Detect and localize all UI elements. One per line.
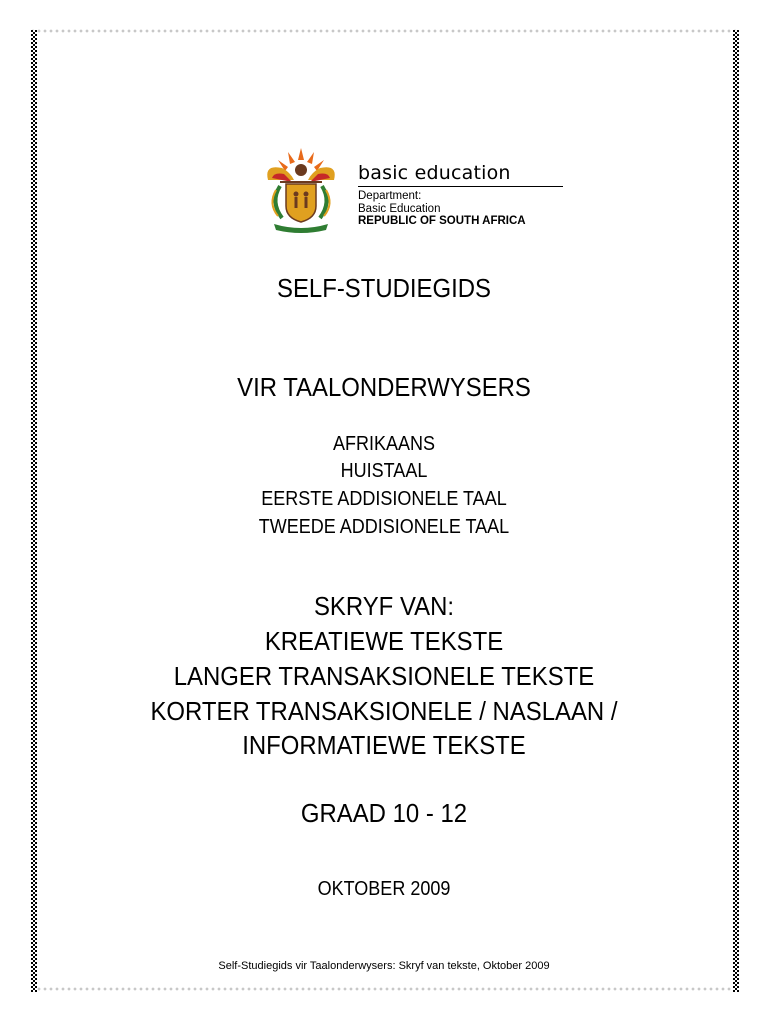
page-border-top	[30, 28, 738, 34]
department-logo	[258, 146, 563, 234]
language-line: TWEEDE ADDISIONELE TAAL	[258, 516, 510, 538]
topic-line: KORTER TRANSAKSIONELE / NASLAAN /	[150, 696, 618, 726]
page-footer: Self-Studiegids vir Taalonderwysers: Skryf van tekste, Oktober 2009	[218, 960, 550, 972]
grade-label: GRAAD 10 - 12	[300, 798, 468, 828]
logo-department-label: Department:	[358, 190, 422, 202]
language-line: AFRIKAANS	[332, 433, 436, 455]
page-border-bottom	[30, 986, 738, 992]
logo-title: basic education	[358, 162, 563, 187]
topic-line: KREATIEWE TEKSTE	[264, 626, 504, 656]
topic-line: INFORMATIEWE TEKSTE	[242, 730, 526, 760]
page-border-left	[31, 30, 37, 992]
date-label: OKTOBER 2009	[317, 878, 451, 900]
language-line: EERSTE ADDISIONELE TAAL	[261, 488, 507, 510]
topic-line: SKRYF VAN:	[313, 591, 455, 621]
logo-text-block	[358, 162, 563, 228]
document-title: SELF-STUDIEGIDS	[277, 273, 491, 303]
logo-department-name: Basic Education	[358, 202, 441, 215]
logo-country: REPUBLIC OF SOUTH AFRICA	[358, 215, 526, 227]
page-border-right	[733, 30, 739, 992]
document-subtitle: VIR TAALONDERWYSERS	[237, 372, 531, 402]
language-line: HUISTAAL	[340, 460, 428, 482]
coat-of-arms-icon	[258, 146, 344, 234]
topic-line: LANGER TRANSAKSIONELE TEKSTE	[173, 661, 595, 691]
